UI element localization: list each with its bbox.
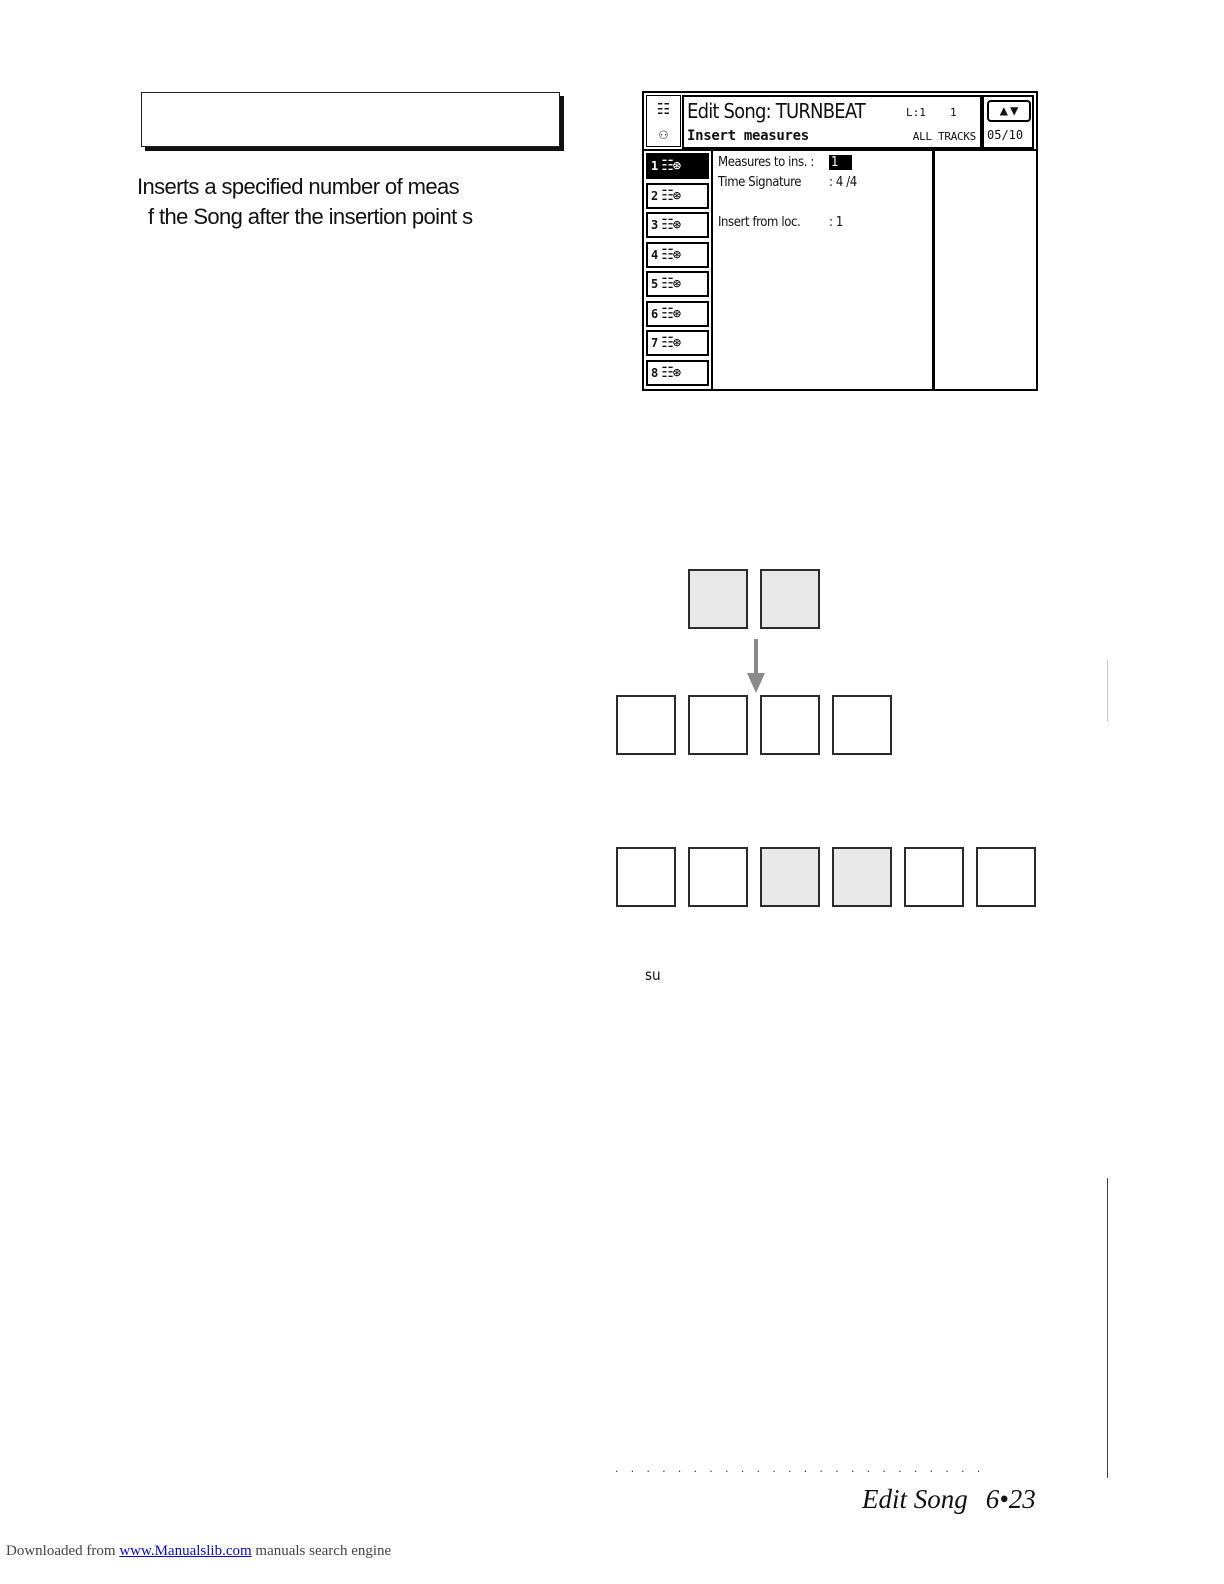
arrow-up-icon: ▲ — [999, 103, 1008, 119]
margin-rule-upper — [1107, 660, 1108, 722]
track-number: 8 — [651, 365, 659, 380]
track-list — [646, 153, 709, 389]
locator-label: L:1 — [906, 106, 926, 119]
lcd-screen — [642, 91, 1038, 391]
track-number: 3 — [651, 218, 659, 232]
page-footer — [862, 1484, 1036, 1515]
track-score-icon: ☷⊛ — [661, 276, 681, 292]
song-edit-icon[interactable] — [646, 95, 681, 147]
insertion-arrow-icon — [747, 639, 765, 693]
result-measure-1 — [616, 847, 676, 907]
section-heading-box — [141, 92, 560, 147]
time-signature-row[interactable] — [718, 175, 933, 195]
track-button-4[interactable] — [646, 242, 709, 268]
tracks-mode-label: ALL TRACKS — [912, 130, 976, 143]
track-score-icon: ☷⊛ — [661, 217, 681, 233]
result-measure-2 — [688, 847, 748, 907]
track-score-icon: ☷⊛ — [661, 364, 681, 381]
track-score-icon: ☷⊛ — [661, 246, 681, 263]
track-button-5[interactable] — [646, 271, 709, 297]
track-button-6[interactable] — [646, 301, 709, 327]
track-number: 5 — [651, 277, 659, 291]
footer-dotted-rule: ........................ — [615, 1461, 993, 1475]
lcd-subtitle: Insert measures — [687, 128, 809, 144]
insert-from-label: Insert from loc. — [718, 215, 801, 230]
intro-line-2: f the Song after the insertion point s — [148, 204, 473, 229]
score-icon: ☷ — [656, 99, 671, 118]
track-button-2[interactable] — [646, 183, 709, 209]
original-measure-3 — [760, 695, 820, 755]
track-score-icon: ☷⊛ — [661, 335, 681, 351]
insert-params — [718, 155, 933, 235]
track-number: 2 — [651, 188, 659, 203]
track-number: 1 — [651, 159, 659, 173]
locator-value: 1 — [950, 106, 957, 119]
page-arrows-button[interactable] — [987, 100, 1031, 122]
lcd-title-panel — [682, 95, 982, 149]
measures-row[interactable] — [718, 155, 933, 175]
intro-text — [137, 172, 557, 232]
inserted-measure-2 — [760, 569, 820, 629]
track-button-1[interactable] — [646, 153, 709, 179]
intro-line-1: Inserts a specified number of meas — [137, 174, 459, 199]
tracks-divider — [711, 151, 713, 389]
insert-from-value[interactable]: : 1 — [829, 215, 843, 230]
result-measure-5 — [904, 847, 964, 907]
download-source-line — [6, 1543, 391, 1560]
time-signature-label: Time Signature — [718, 175, 802, 190]
track-number: 7 — [651, 336, 659, 350]
manualslib-link[interactable]: www.Manualslib.com — [119, 1543, 252, 1559]
track-button-3[interactable] — [646, 212, 709, 238]
track-number: 4 — [651, 247, 659, 262]
lcd-header — [644, 93, 1036, 151]
track-number: 6 — [651, 306, 659, 321]
insert-from-row[interactable] — [718, 215, 933, 235]
footer-page-number: 6•23 — [985, 1484, 1036, 1514]
right-panel-divider — [932, 151, 935, 389]
original-measure-2 — [688, 695, 748, 755]
measures-label: Measures to ins. : — [718, 155, 814, 170]
margin-rule-lower — [1107, 1178, 1108, 1478]
tape-icon: ⚇ — [658, 124, 669, 143]
result-measure-4-inserted — [832, 847, 892, 907]
original-measure-4 — [832, 695, 892, 755]
measures-value-field[interactable]: 1 — [829, 155, 852, 170]
track-score-icon: ☷⊛ — [661, 187, 681, 204]
footer-section-title: Edit Song — [862, 1484, 968, 1514]
time-signature-value[interactable]: : 4 /4 — [829, 175, 857, 190]
page-number: 05/10 — [987, 128, 1024, 142]
diagram-caption-fragment: su — [645, 966, 661, 984]
source-suffix: manuals search engine — [255, 1543, 392, 1559]
track-button-7[interactable] — [646, 330, 709, 356]
result-measure-6 — [976, 847, 1036, 907]
original-measure-1 — [616, 695, 676, 755]
inserted-measure-1 — [688, 569, 748, 629]
track-score-icon: ☷⊛ — [661, 158, 681, 174]
track-button-8[interactable] — [646, 360, 709, 386]
page-selector — [982, 95, 1034, 149]
result-measure-3-inserted — [760, 847, 820, 907]
arrow-down-icon: ▼ — [1010, 103, 1019, 119]
source-prefix: Downloaded from — [6, 1543, 116, 1559]
track-score-icon: ☷⊛ — [661, 305, 681, 322]
lcd-title: Edit Song: TURNBEAT — [687, 99, 865, 123]
